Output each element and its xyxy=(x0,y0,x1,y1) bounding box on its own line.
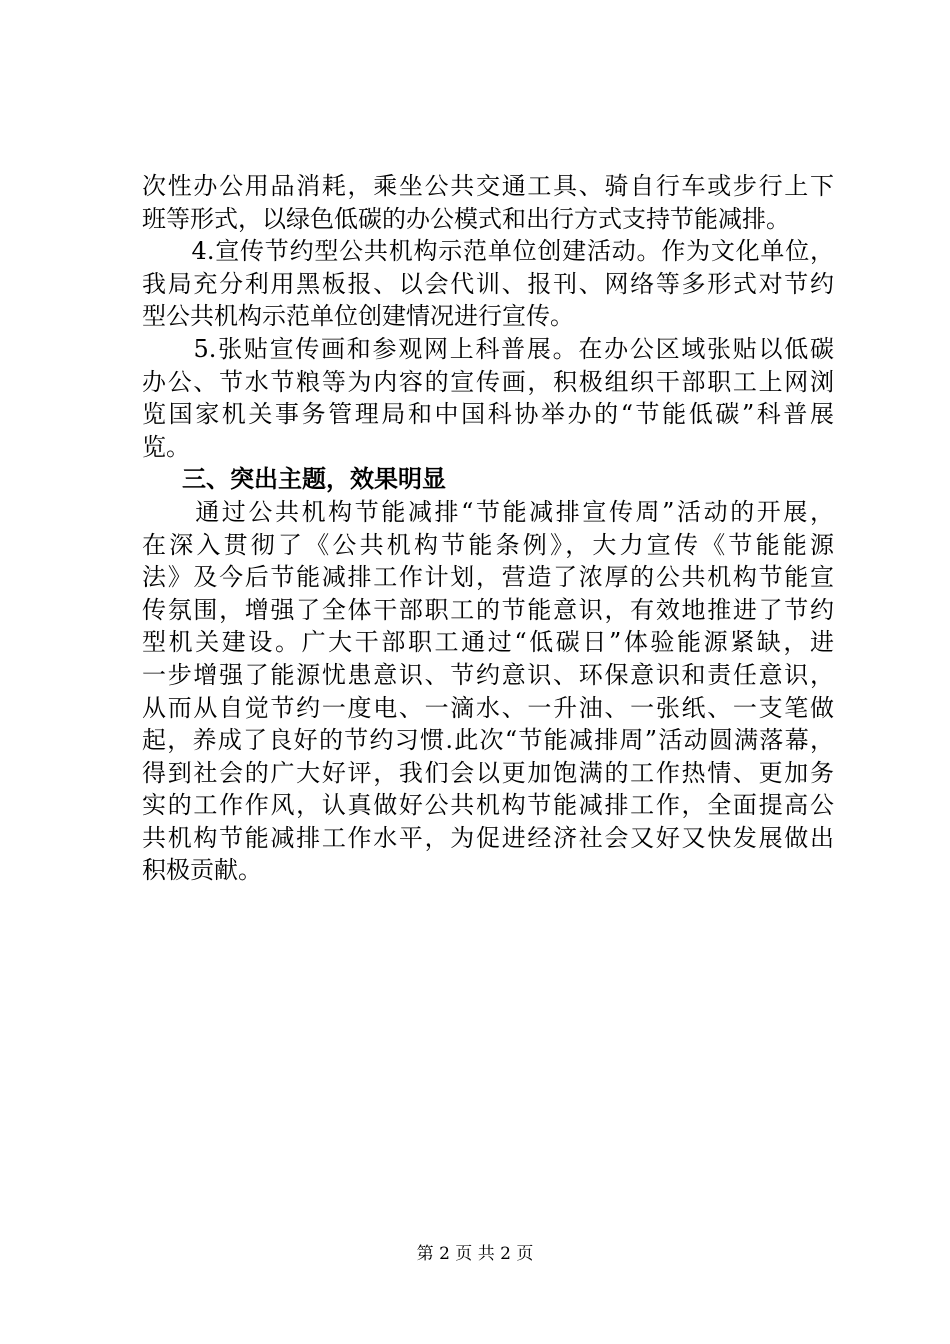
paragraph-line: 积极贡献。 xyxy=(142,856,262,885)
paragraph-line: 次性办公用品消耗，乘坐公共交通工具、骑自行车或步行上下 xyxy=(142,172,834,200)
page-footer: 第 2 页 共 2 页 xyxy=(416,1244,534,1264)
paragraph-line: 览。 xyxy=(142,432,190,461)
paragraph-line: 传氛围，增强了全体干部职工的节能意识，有效地推进了节约 xyxy=(142,595,834,624)
paragraph-line: 通过公共机构节能减排“节能减排宣传周”活动的开展， xyxy=(142,497,834,526)
paragraph-line: 型公共机构示范单位创建情况进行宣传。 xyxy=(142,302,574,331)
paragraph-line: 在深入贯彻了《公共机构节能条例》，大力宣传《节能能源 xyxy=(142,530,834,559)
document-body xyxy=(142,170,834,887)
paragraph-line: 从而从自觉节约一度电、一滴水、一升油、一张纸、一支笔做 xyxy=(142,693,834,722)
paragraph-line: 办公、节水节粮等为内容的宣传画，积极组织干部职工上网浏 xyxy=(142,367,834,396)
section-heading: 三、突出主题，效果明显 xyxy=(182,465,446,494)
paragraph-line: 4.宣传节约型公共机构示范单位创建活动。作为文化单位， xyxy=(142,237,834,266)
paragraph-line: 实的工作作风，认真做好公共机构节能减排工作，全面提高公 xyxy=(142,791,834,820)
paragraph-line: 得到社会的广大好评，我们会以更加饱满的工作热情、更加务 xyxy=(142,758,834,787)
paragraph-line: 我局充分利用黑板报、以会代训、报刊、网络等多形式对节约 xyxy=(142,269,834,298)
paragraph-line: 览国家机关事务管理局和中国科协举办的“节能低碳”科普展 xyxy=(142,400,834,429)
paragraph-line: 5.张贴宣传画和参观网上科普展。在办公区域张贴以低碳 xyxy=(142,334,834,363)
paragraph-line: 型机关建设。广大干部职工通过“低碳日”体验能源紧缺，进 xyxy=(142,628,834,657)
paragraph-line: 法》及今后节能减排工作计划，营造了浓厚的公共机构节能宣 xyxy=(142,563,834,592)
paragraph-line: 一步增强了能源忧患意识、节约意识、环保意识和责任意识， xyxy=(142,660,834,689)
paragraph-line: 共机构节能减排工作水平，为促进经济社会又好又快发展做出 xyxy=(142,823,834,852)
paragraph-line: 起，养成了良好的节约习惯.此次“节能减排周”活动圆满落幕， xyxy=(142,726,834,755)
paragraph-line: 班等形式，以绿色低碳的办公模式和出行方式支持节能减排。 xyxy=(142,204,790,233)
